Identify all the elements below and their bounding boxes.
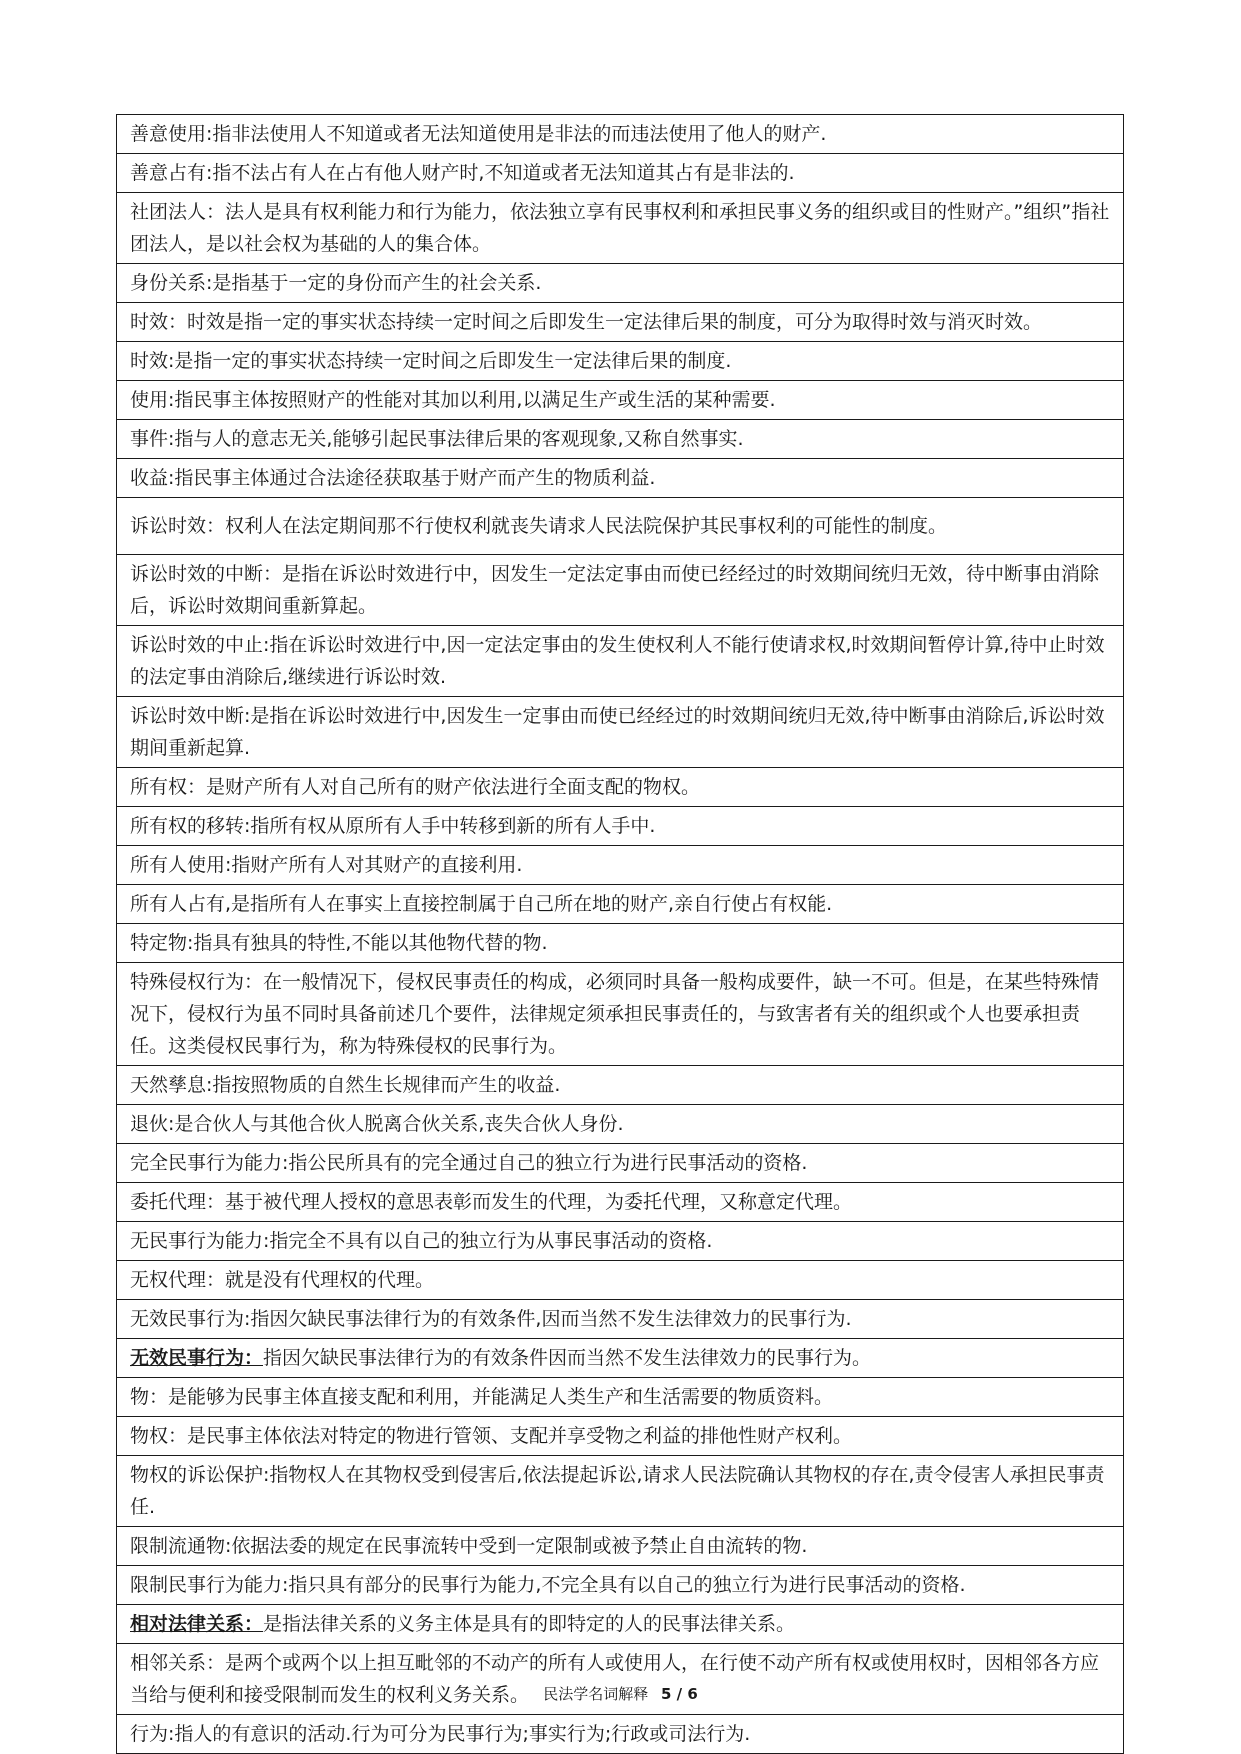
definition-text: 诉讼时效：权利人在法定期间那不行使权利就丧失请求人民法院保护其民事权利的可能性的制度。 bbox=[130, 515, 948, 537]
table-row bbox=[117, 1605, 1124, 1644]
term-definition-cell bbox=[117, 1378, 1124, 1417]
definition-text: 相邻关系：是两个或两个以上担互毗邻的不动产的所有人或使用人，在行使不动产所有权或使用权时，因相邻各方应当给与便利和接受限制而发生的权利义务关系。 bbox=[130, 1652, 1100, 1706]
definition-text: 行为:指人的有意识的活动.行为可分为民事行为;事实行为;行政或司法行为. bbox=[130, 1723, 751, 1745]
term-definition-cell bbox=[117, 924, 1124, 963]
table-row bbox=[117, 1715, 1124, 1754]
term-definition-cell bbox=[117, 1339, 1124, 1378]
table-row bbox=[117, 264, 1124, 303]
table-row bbox=[117, 768, 1124, 807]
definition-text: 收益:指民事主体通过合法途径获取基于财产而产生的物质利益. bbox=[130, 467, 656, 489]
term-definition-cell bbox=[117, 1417, 1124, 1456]
page-footer bbox=[0, 1683, 1241, 1704]
definition-text: 是指法律关系的义务主体是具有的即特定的人的民事法律关系。 bbox=[263, 1613, 796, 1635]
definition-text: 善意使用:指非法使用人不知道或者无法知道使用是非法的而违法使用了他人的财产. bbox=[130, 123, 827, 145]
term-definition-cell bbox=[117, 768, 1124, 807]
table-row bbox=[117, 1222, 1124, 1261]
definition-text: 物：是能够为民事主体直接支配和利用，并能满足人类生产和生活需要的物质资料。 bbox=[130, 1386, 834, 1408]
term-definition-cell bbox=[117, 1261, 1124, 1300]
definition-text: 时效:是指一定的事实状态持续一定时间之后即发生一定法律后果的制度. bbox=[130, 350, 732, 372]
term-definition-cell bbox=[117, 264, 1124, 303]
definition-text: 身份关系:是指基于一定的身份而产生的社会关系. bbox=[130, 272, 542, 294]
definition-text: 善意占有:指不法占有人在占有他人财产时,不知道或者无法知道其占有是非法的. bbox=[130, 162, 795, 184]
term-definition-cell bbox=[117, 381, 1124, 420]
definition-text: 所有权：是财产所有人对自己所有的财产依法进行全面支配的物权。 bbox=[130, 776, 701, 798]
definition-text: 特定物:指具有独具的特性,不能以其他物代替的物. bbox=[130, 932, 548, 954]
term-definition-cell bbox=[117, 1456, 1124, 1527]
table-row bbox=[117, 626, 1124, 697]
term-label: 相对法律关系： bbox=[130, 1613, 264, 1635]
table-row bbox=[117, 1261, 1124, 1300]
definition-text: 使用:指民事主体按照财产的性能对其加以利用,以满足生产或生活的某种需要. bbox=[130, 389, 776, 411]
definition-text: 限制流通物:依据法委的规定在民事流转中受到一定限制或被予禁止自由流转的物. bbox=[130, 1535, 808, 1557]
definition-text: 所有人使用:指财产所有人对其财产的直接利用. bbox=[130, 854, 523, 876]
term-definition-cell bbox=[117, 420, 1124, 459]
definition-text: 时效：时效是指一定的事实状态持续一定时间之后即发生一定法律后果的制度，可分为取得时效与消灭时效。 bbox=[130, 311, 1043, 333]
table-row bbox=[117, 846, 1124, 885]
definition-text: 所有人占有,是指所有人在事实上直接控制属于自己所在地的财产,亲自行使占有权能. bbox=[130, 893, 833, 915]
term-definition-cell bbox=[117, 807, 1124, 846]
term-definition-cell bbox=[117, 115, 1124, 154]
definition-text: 委托代理：基于被代理人授权的意思表彰而发生的代理，为委托代理，又称意定代理。 bbox=[130, 1191, 853, 1213]
table-row bbox=[117, 1456, 1124, 1527]
definition-text: 特殊侵权行为：在一般情况下，侵权民事责任的构成，必须同时具备一般构成要件，缺一不可。但是，在某些特殊情况下，侵权行为虽不同时具备前述几个要件，法律规定须承担民事责任的，与致害者有关的组织或个人也要承担责任。这类侵权民事行为，称为特殊侵权的民事行为。 bbox=[130, 971, 1100, 1057]
term-definition-cell bbox=[117, 1105, 1124, 1144]
definition-text: 无效民事行为:指因欠缺民事法律行为的有效条件,因而当然不发生法律效力的民事行为. bbox=[130, 1308, 852, 1330]
definition-text: 指因欠缺民事法律行为的有效条件因而当然不发生法律效力的民事行为。 bbox=[263, 1347, 872, 1369]
table-row bbox=[117, 115, 1124, 154]
term-definition-cell bbox=[117, 697, 1124, 768]
definition-text: 天然孳息:指按照物质的自然生长规律而产生的收益. bbox=[130, 1074, 561, 1096]
terms-table bbox=[116, 114, 1124, 1754]
definition-text: 无权代理：就是没有代理权的代理。 bbox=[130, 1269, 435, 1291]
table-row bbox=[117, 154, 1124, 193]
term-definition-cell bbox=[117, 1066, 1124, 1105]
term-definition-cell bbox=[117, 1527, 1124, 1566]
definition-text: 物权的诉讼保护:指物权人在其物权受到侵害后,依法提起诉讼,请求人民法院确认其物权的存在,责令侵害人承担民事责任. bbox=[130, 1464, 1105, 1518]
definition-text: 社团法人：法人是具有权利能力和行为能力，依法独立享有民事权利和承担民事义务的组织或目的性财产。”组织”指社团法人，是以社会权为基础的人的集合体。 bbox=[130, 201, 1110, 255]
table-row bbox=[117, 1300, 1124, 1339]
table-row bbox=[117, 1339, 1124, 1378]
definition-text: 无民事行为能力:指完全不具有以自己的独立行为从事民事活动的资格. bbox=[130, 1230, 713, 1252]
term-definition-cell bbox=[117, 498, 1124, 555]
table-row bbox=[117, 807, 1124, 846]
definition-text: 物权：是民事主体依法对特定的物进行管领、支配并享受物之利益的排他性财产权利。 bbox=[130, 1425, 853, 1447]
term-label: 无效民事行为： bbox=[130, 1347, 264, 1369]
term-definition-cell bbox=[117, 193, 1124, 264]
term-definition-cell bbox=[117, 1566, 1124, 1605]
term-definition-cell bbox=[117, 303, 1124, 342]
definition-text: 退伙:是合伙人与其他合伙人脱离合伙关系,丧失合伙人身份. bbox=[130, 1113, 624, 1135]
table-row bbox=[117, 1566, 1124, 1605]
term-definition-cell bbox=[117, 885, 1124, 924]
table-row bbox=[117, 1144, 1124, 1183]
term-definition-cell bbox=[117, 626, 1124, 697]
table-row bbox=[117, 342, 1124, 381]
table-row bbox=[117, 1417, 1124, 1456]
definition-text: 诉讼时效的中断：是指在诉讼时效进行中，因发生一定法定事由而使已经经过的时效期间统归无效，待中断事由消除后，诉讼时效期间重新算起。 bbox=[130, 563, 1100, 617]
term-definition-cell bbox=[117, 342, 1124, 381]
term-definition-cell bbox=[117, 1222, 1124, 1261]
term-definition-cell bbox=[117, 846, 1124, 885]
table-row bbox=[117, 924, 1124, 963]
term-definition-cell bbox=[117, 1605, 1124, 1644]
table-row bbox=[117, 885, 1124, 924]
table-row bbox=[117, 459, 1124, 498]
definition-text: 限制民事行为能力:指只具有部分的民事行为能力,不完全具有以自己的独立行为进行民事活动的资格. bbox=[130, 1574, 966, 1596]
page-number: 5 / 6 bbox=[661, 1685, 698, 1703]
table-row bbox=[117, 1066, 1124, 1105]
definition-text: 诉讼时效的中止:指在诉讼时效进行中,因一定法定事由的发生使权利人不能行使请求权,时效期间暂停计算,待中止时效的法定事由消除后,继续进行诉讼时效. bbox=[130, 634, 1105, 688]
table-row bbox=[117, 555, 1124, 626]
term-definition-cell bbox=[117, 963, 1124, 1066]
term-definition-cell bbox=[117, 1715, 1124, 1754]
definition-text: 事件:指与人的意志无关,能够引起民事法律后果的客观现象,又称自然事实. bbox=[130, 428, 744, 450]
table-row bbox=[117, 1527, 1124, 1566]
table-row bbox=[117, 1105, 1124, 1144]
term-definition-cell bbox=[117, 459, 1124, 498]
table-row bbox=[117, 420, 1124, 459]
definition-text: 完全民事行为能力:指公民所具有的完全通过自己的独立行为进行民事活动的资格. bbox=[130, 1152, 808, 1174]
table-row bbox=[117, 697, 1124, 768]
table-row bbox=[117, 193, 1124, 264]
term-definition-cell bbox=[117, 1144, 1124, 1183]
table-row bbox=[117, 303, 1124, 342]
footer-title: 民法学名词解释 bbox=[543, 1685, 649, 1703]
table-row bbox=[117, 1183, 1124, 1222]
table-row bbox=[117, 963, 1124, 1066]
term-definition-cell bbox=[117, 154, 1124, 193]
table-row bbox=[117, 1378, 1124, 1417]
definition-text: 所有权的移转:指所有权从原所有人手中转移到新的所有人手中. bbox=[130, 815, 656, 837]
terms-body bbox=[117, 115, 1124, 1754]
definition-text: 诉讼时效中断:是指在诉讼时效进行中,因发生一定事由而使已经经过的时效期间统归无效,待中断事由消除后,诉讼时效期间重新起算. bbox=[130, 705, 1105, 759]
term-definition-cell bbox=[117, 555, 1124, 626]
table-row bbox=[117, 498, 1124, 555]
table-row bbox=[117, 381, 1124, 420]
term-definition-cell bbox=[117, 1183, 1124, 1222]
term-definition-cell bbox=[117, 1300, 1124, 1339]
